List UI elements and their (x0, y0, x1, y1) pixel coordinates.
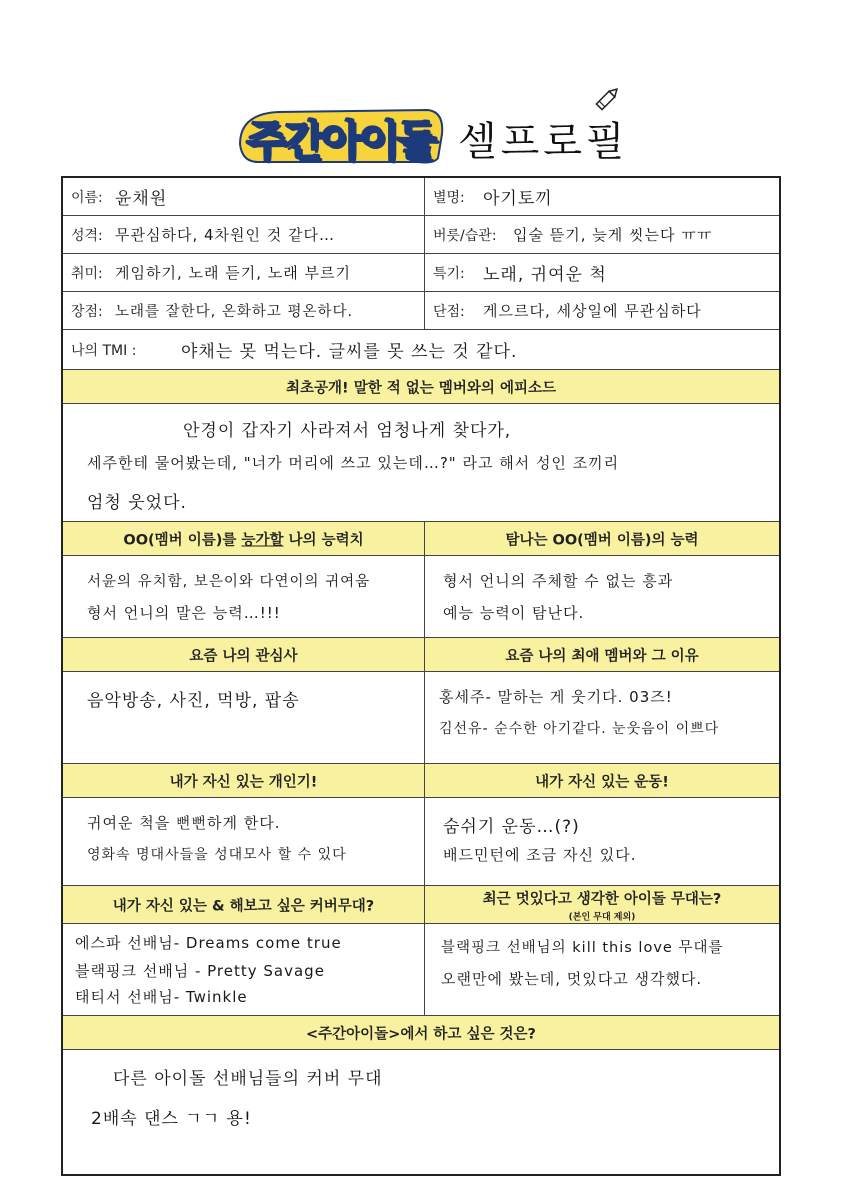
episode-heading-row (63, 370, 779, 404)
skill-left-body (63, 798, 425, 885)
stage-left-heading: 내가 자신 있는 & 해보고 싶은 커버무대? (112, 898, 375, 914)
interest-heading-row (63, 638, 779, 672)
ability-left-line-1: 서윤의 유치함, 보은이와 다연이의 귀여움 (87, 574, 371, 590)
episode-body (63, 404, 779, 522)
talent-cell (425, 254, 779, 291)
interest-body (63, 672, 779, 764)
skill-right-line-2: 배드민턴에 조금 자신 있다. (443, 846, 637, 864)
skill-right-line-1: 숨쉬기 운동…(?) (443, 817, 580, 837)
stage-right-body (425, 924, 779, 1015)
personality-value: 무관심하다, 4차원인 것 같다… (115, 225, 336, 244)
tmi-label: 나의 TMI : (71, 342, 137, 359)
wish-line-2: 2배속 댄스 ㄱㄱ 용! (91, 1109, 252, 1129)
nickname-label: 별명: (433, 189, 465, 206)
personality-cell (63, 216, 425, 253)
strength-cell (63, 292, 425, 329)
skill-left-line-1: 귀여운 척을 뻔뻔하게 한다. (87, 814, 281, 832)
weakness-cell (425, 292, 779, 329)
habit-cell (425, 216, 779, 253)
row-tmi (63, 330, 779, 370)
tmi-value: 야채는 못 먹는다. 글씨를 못 쓰는 것 같다. (181, 341, 518, 362)
tmi-cell (63, 330, 779, 369)
ability-body (63, 556, 779, 638)
ability-right-body (425, 556, 779, 637)
ability-right-heading: 탐나는 OO(멤버 이름)의 능력 (505, 532, 699, 548)
name-value: 윤채원 (115, 188, 168, 209)
skill-left-heading-cell (63, 764, 425, 797)
skill-left-heading: 내가 자신 있는 개인기! (169, 774, 318, 790)
row-hobby (63, 254, 779, 292)
profile-sheet (61, 176, 781, 1176)
stage-heading-row (63, 886, 779, 924)
episode-line-1: 안경이 갑자기 사라져서 엄청나게 찾다가, (183, 421, 512, 441)
stage-right-line-2: 오랜만에 봤는데, 멋있다고 생각했다. (441, 970, 703, 988)
interest-left-body (63, 672, 425, 763)
skill-left-line-2: 영화속 명대사들을 성대모사 할 수 있다 (87, 847, 347, 863)
wish-heading: <주간아이돌>에서 하고 싶은 것은? (306, 1026, 536, 1042)
skill-right-heading-cell (425, 764, 779, 797)
hobby-label: 취미: (71, 265, 103, 282)
stage-right-heading (425, 887, 779, 922)
hobby-cell (63, 254, 425, 291)
ability-left-heading-suffix: 나의 능력치 (283, 532, 364, 548)
episode-line-3: 엄청 웃었다. (87, 493, 187, 513)
skill-body (63, 798, 779, 886)
ability-right-line-1: 형서 언니의 주체할 수 없는 흥과 (443, 572, 674, 590)
stage-left-line-1: 에스파 선배님- Dreams come true (75, 934, 342, 952)
interest-left-heading-cell (63, 638, 425, 671)
ability-left-heading (63, 528, 424, 549)
stage-left-heading-cell (63, 886, 425, 923)
wish-line-1: 다른 아이돌 선배님들의 커버 무대 (113, 1069, 383, 1089)
stage-right-heading-cell (425, 886, 779, 923)
ability-left-heading-prefix: OO(멤버 이름)를 (123, 532, 242, 548)
talent-label: 특기: (433, 265, 465, 282)
ability-right-heading-cell (425, 522, 779, 555)
talent-value: 노래, 귀여운 척 (483, 264, 607, 285)
stage-body (63, 924, 779, 1016)
page-title: 셀프로필 (458, 119, 629, 165)
nickname-cell (425, 178, 779, 215)
ability-right-line-2: 예능 능력이 탐난다. (443, 604, 585, 622)
interest-right-body (425, 672, 779, 763)
weakness-label: 단점: (433, 303, 465, 320)
row-name (63, 178, 779, 216)
ability-left-body (63, 556, 425, 637)
skill-heading-row (63, 764, 779, 798)
hobby-value: 게임하기, 노래 듣기, 노래 부르기 (115, 263, 351, 282)
episode-line-2: 세주한테 물어봤는데, "너가 머리에 쓰고 있는데…?" 라고 해서 성인 조끼리 (87, 454, 620, 472)
interest-right-heading-cell (425, 638, 779, 671)
ability-left-heading-underlined: 능가할 (241, 532, 284, 548)
nickname-value: 아기토끼 (483, 188, 553, 209)
skill-right-body (425, 798, 779, 885)
header (0, 0, 848, 175)
ability-left-line-2: 형서 언니의 말은 능력…!!! (87, 604, 281, 622)
stage-right-subheading: (본인 무대 제외) (568, 912, 636, 922)
strength-value: 노래를 잘한다, 온화하고 평온하다. (115, 303, 354, 320)
pencil-icon (592, 84, 622, 114)
ability-heading-row (63, 522, 779, 556)
personality-label: 성격: (71, 227, 103, 244)
stage-left-line-2: 블랙핑크 선배님 - Pretty Savage (75, 962, 325, 980)
stage-right-heading-text: 최근 멋있다고 생각한 아이돌 무대는? (482, 891, 722, 907)
stage-left-body (63, 924, 425, 1015)
habit-label: 버릇/습관: (433, 227, 497, 244)
skill-right-heading: 내가 자신 있는 운동! (535, 774, 669, 790)
wish-body (63, 1050, 779, 1174)
logo-text: 주간아이돌 (246, 116, 434, 165)
strength-label: 장점: (71, 303, 103, 320)
stage-right-line-1: 블랙핑크 선배님의 kill this love 무대를 (441, 940, 724, 956)
row-personality (63, 216, 779, 254)
name-cell (63, 178, 425, 215)
weakness-value: 게으르다, 세상일에 무관심하다 (483, 301, 702, 320)
name-label: 이름: (71, 189, 103, 206)
interest-right-line-2: 김선유- 순수한 아기같다. 눈웃음이 이쁘다 (439, 721, 720, 737)
ability-left-heading-cell (63, 522, 425, 555)
interest-left-heading: 요즘 나의 관심사 (189, 648, 298, 664)
interest-right-heading: 요즘 나의 최애 멤버와 그 이유 (505, 648, 699, 664)
row-strength (63, 292, 779, 330)
habit-value: 입술 뜯기, 늦게 씻는다 ㅠㅠ (513, 225, 713, 244)
episode-heading: 최초공개! 말한 적 없는 멤버와의 에피소드 (286, 380, 556, 396)
stage-left-line-3: 태티서 선배님- Twinkle (75, 988, 248, 1006)
interest-left-line-1: 음악방송, 사진, 먹방, 팝송 (87, 691, 300, 711)
wish-heading-row (63, 1016, 779, 1050)
interest-right-line-1: 홍세주- 말하는 게 웃기다. 03즈! (439, 688, 673, 706)
weekly-idol-logo (238, 104, 446, 166)
